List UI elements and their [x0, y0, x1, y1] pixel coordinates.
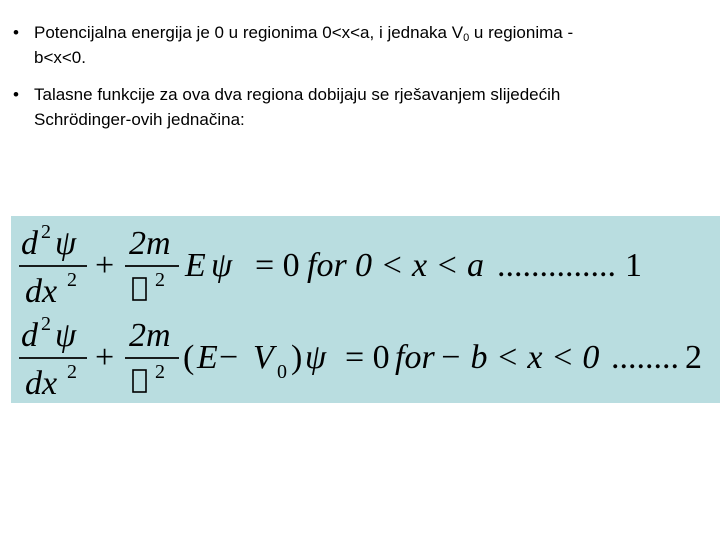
eq1-numerator-exp: 2	[41, 221, 51, 243]
eq2-numerator-exp: 2	[41, 313, 51, 335]
eq2-E: E	[197, 339, 218, 376]
eq2-psi: ψ	[305, 339, 327, 376]
eq2-dots: ........	[611, 339, 679, 376]
eq2-V: V	[253, 339, 274, 376]
eq2-numerator-d: d	[21, 317, 38, 354]
equation-panel	[11, 216, 720, 403]
bullet-marker: •	[13, 23, 19, 42]
eq2-equals-zero: = 0	[345, 339, 390, 376]
bullet-text-line2: b<x<0.	[34, 48, 86, 67]
eq2-V-subscript: 0	[277, 361, 287, 383]
eq1-denominator-dx: dx	[25, 273, 58, 310]
eq1-denominator-exp: 2	[67, 269, 77, 291]
eq2-numerator-psi: ψ	[55, 317, 77, 354]
eq1-psi: ψ	[211, 247, 233, 284]
equations-svg	[11, 216, 720, 403]
eq2-hbar-exp: 2	[155, 361, 165, 383]
eq1-missing-glyph-box	[133, 278, 146, 300]
eq1-two-m: 2m	[129, 225, 171, 262]
bullet-text-line1: Potencijalna energija je 0 u regionima 0<x<a, i jednaka V	[34, 23, 464, 42]
bullet-list	[6, 20, 696, 144]
eq1-equals-zero: = 0	[255, 247, 300, 284]
bullet-text-subscript: 0	[463, 32, 470, 44]
eq2-close-paren: )	[291, 339, 303, 376]
eq2-number: 2	[685, 339, 702, 376]
eq1-numerator-psi: ψ	[55, 225, 77, 262]
eq2-denominator-exp: 2	[67, 361, 77, 383]
equation-1	[19, 221, 642, 310]
eq2-plus: +	[95, 339, 115, 376]
eq1-E: E	[185, 247, 206, 284]
equation-2	[19, 313, 702, 402]
eq2-open-paren: (	[183, 339, 195, 376]
eq1-dots: ..............	[497, 247, 616, 284]
eq2-missing-glyph-box	[133, 370, 146, 392]
bullet-text-line1: Talasne funkcije za ova dva regiona dobijaju se rješavanjem slijedećih	[34, 85, 561, 104]
eq2-condition: − b < x < 0	[439, 339, 600, 376]
eq1-hbar-exp: 2	[155, 269, 165, 291]
eq2-denominator-dx: dx	[25, 365, 58, 402]
eq2-for: for	[395, 339, 435, 376]
bullet-text-line2: Schrödinger-ovih jednačina:	[34, 110, 245, 129]
eq1-numerator-d: d	[21, 225, 38, 262]
bullet-item-potential	[6, 20, 696, 70]
eq2-minus: −	[219, 339, 239, 376]
bullet-text-line1-end: u regionima -	[469, 23, 574, 42]
bullet-item-wavefunctions	[6, 82, 696, 132]
eq1-plus: +	[95, 247, 115, 284]
eq2-two-m: 2m	[129, 317, 171, 354]
eq1-condition: 0 < x < a	[355, 247, 484, 284]
eq1-number: 1	[625, 247, 642, 284]
bullet-marker: •	[13, 85, 19, 104]
eq1-for: for	[307, 247, 347, 284]
